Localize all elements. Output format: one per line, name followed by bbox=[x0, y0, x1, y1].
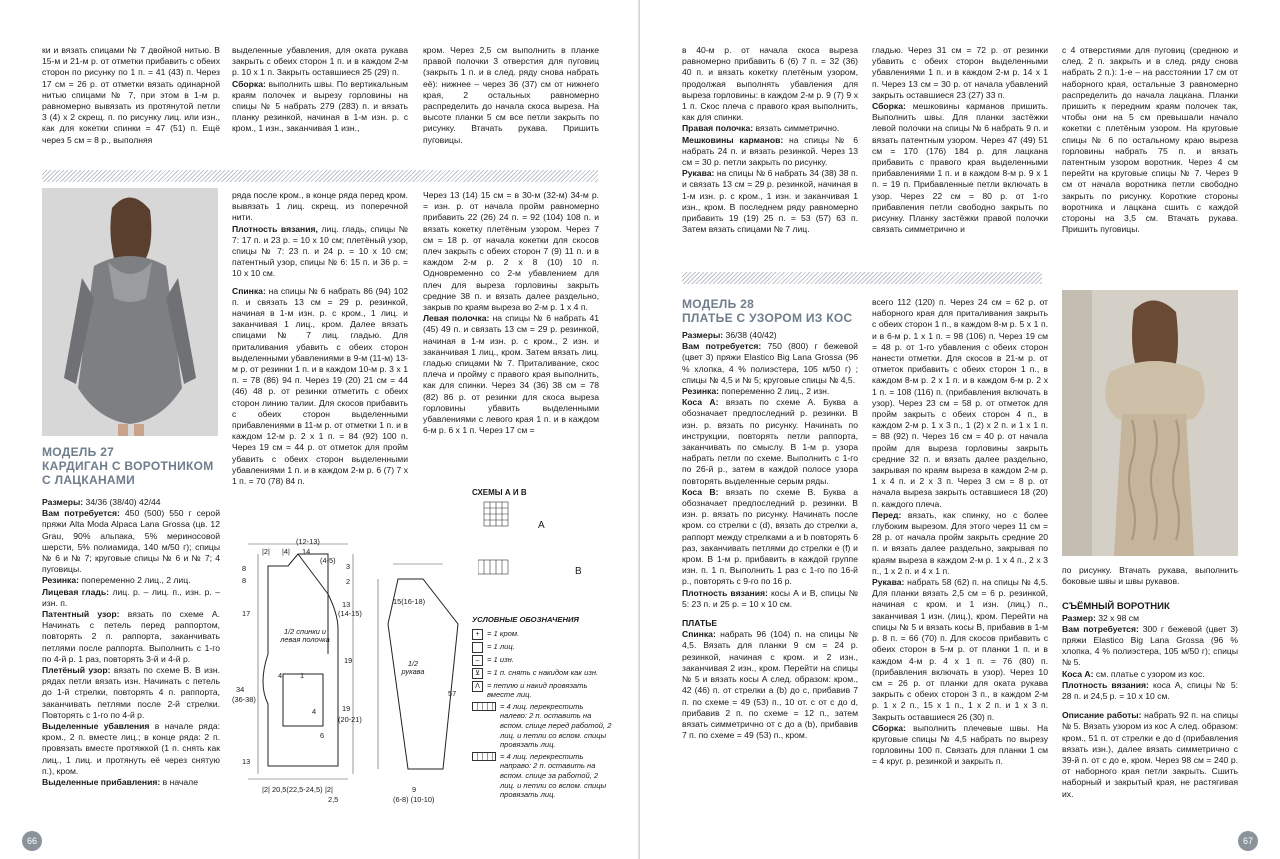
purl-symbol-icon: – bbox=[472, 655, 483, 666]
dim-label: 15(16-18) bbox=[393, 597, 426, 606]
left-top-col2: выделенные убавления, для оката рукава закрыть с обеих сторон 1 п. и в каждом 2-м р. 10 х 1 п. Закрыть оставшиеся 25 (29) п. Сборка: выполнить швы. По вертикальным краям полочек и вырезу горловины на спицы № 5 набрать 279 (283) п. и вязать планку резинкой, начиная в 1-м изн. р. с кром., 1 изн., заканчивая 1 изн., bbox=[232, 45, 409, 134]
scheme-a-label: А bbox=[538, 520, 545, 531]
knit-symbol-icon bbox=[472, 642, 483, 653]
model-27-specs: Размеры: 34/36 (38/40) 42/44 Вам потребуется: 450 (500) 550 г серой пряжи Alta Moda Alpaca Lana Grossa (цв. 12 Grau, 90% альпака, 5% мериносовой шерсти, 5% полиамида, 140 м/50 г); спицы № 6 и № 7; круговые спицы № 6 и № 7; 4 пуговицы. Резинка: попеременно 2 лиц., 2 лиц. Лицевая гладь: лиц. р. – лиц. п., изн. р. – изн. п. Патентный узор: вязать по схеме А. Начинать с петель перед раппортом, повторять 2 п. раппорта, заканчивать петлями после раппорта. Выполнить с 1-го по 4-й р. 1 раз, повторять 3-й и 4-й р. Плетёный узор: вязать по схеме В. В изн. рядах петли вязать изн. Начинать с петель до 1-й стрелки, повторять 4 п. раппорта, заканчивать петлями после 2-й стрелки. Повторять с 1-го по 4-й р. Выделенные убавления в начале ряда: кром., 2 п. вместе лиц.; в конце ряда: 2 п. провязать вместе протяжкой (1 п. снять как лиц., 1 лиц. и протянуть её через снятую п.), кром. Выделенные прибавления: в начале bbox=[42, 497, 221, 788]
back-front-label: 1/2 спинки и левая полочка bbox=[280, 627, 330, 644]
dim-label: (20-21) bbox=[338, 715, 362, 724]
dim-label: 13 bbox=[342, 600, 351, 609]
section-divider bbox=[42, 170, 598, 182]
dim-label: 2,5 bbox=[328, 795, 339, 804]
slip-yo-symbol-icon: ⊻ bbox=[472, 668, 483, 679]
model-28-col3: по рисунку. Втачать рукава, выполнить боковые швы и швы рукавов. СЪЁМНЫЙ ВОРОТНИК Размер: 32 x 98 см Вам потребуется: 300 г бежевой (цвет 3) пряжи Elastico Big Lana Grossa (96 % хлопка, 4 % полиэстера, 105 м/50 г); спицы № 5. Коса А: см. платье с узором из кос. Плотность вязания: коса А, спицы № 5: 28 п. и 24,5 р. = 10 х 10 см. Описание работы: набрать 92 п. на спицы № 5. Вязать узором из кос А след. образом: кром., 51 п. от стрелки е до d (прибавления вязать изн.), далее вязать симметрично с 39-й п. от с до е, кром. Через 98 см = 240 р. от наборного края петли закрыть. Сшить наборный и закрытый края, не растягивая их. bbox=[1062, 565, 1238, 799]
dim-label: 4 bbox=[278, 671, 283, 680]
model-27-col2: ряда после кром., в конце ряда перед кром. вывязать 1 лиц. скрещ. из поперечной нити. Плотность вязания, лиц. гладь, спицы № 7: 17 п. и 23 р. = 10 х 10 см; плетёный узор, спицы № 7: 23 п. и 24 р. = 10 х 10 см; патентный узор, спицы № 6: 15 п. и 36 р. = 10 х 10 см. Спинка: на спицы № 6 набрать 86 (94) 102 п. и связать 13 см = 29 р. резинкой, начиная в 1-м изн. р. с кром., 1 лиц. и заканчивая 1 лиц., кром. Далее вязать спицами № 7 лиц. гладью. Для приталивания убавить с обеих сторон выделенными убавлениями в 9-м (11-м) 13-м р. от резинки 1 п. и в каждом 10-м р. 3 х 1 п. = 78 (86) 94 п. Через 19 (20) 21 см = 44 (46) 48 р. от резинки отметить с обеих сторон линию талии. Для скосов прибавить с обеих сторон выделенными прибавлениями в 11-м р. от отметки 1 п. и в каждом 12-м р. 2 х 1 п. = 84 (92) 100 п. Через 19 см = 44 р. от отметок для пройм убавить с обеих сторон выделенными убавлениями 1 п. и в каждом 2-м р. 6 (7) 7 х 1 п. = 70 (78) 84 п. bbox=[232, 190, 409, 487]
dim-label: (14-15) bbox=[338, 609, 362, 618]
legend bbox=[472, 615, 612, 802]
dim-label: 9 bbox=[412, 785, 417, 794]
dim-label: (4-5) bbox=[320, 556, 336, 565]
dim-label: 19 bbox=[344, 656, 353, 665]
sleeve-label: 1/2 рукава bbox=[401, 659, 425, 676]
right-page bbox=[640, 0, 1280, 859]
legend-item: + = 1 кром. bbox=[472, 629, 612, 640]
right-top-col3: с 4 отверстиями для пуговиц (среднюю и след. 2 п. закрыть и в след. ряду снова набрать 2 п.): 1-е – на расстоянии 17 см от наборного края, остальные 3 равномерно распределить до начала лацкана. Планки пришить к передним краям полочек так, чтобы они на 5 см превышали начало кокетки с плетёным узором. На круговые спицы № 6 по остальному краю выреза горловины набрать 75 п. и вязать патентным узором воротник. Через 4 см перейти на круговые спицы № 7. Через 9 см от начала воротника петли свободно закрыть по рисунку. Короткие стороны воротника и лацкана сшить с каждой стороны на 3,5 см. Втачать рукава. Пришить пуговицы. bbox=[1062, 45, 1238, 235]
dim-label: 14 bbox=[302, 547, 311, 556]
dim-label: |4| bbox=[282, 547, 290, 556]
dim-label: (12-13) bbox=[296, 537, 320, 546]
page-number: 66 bbox=[22, 831, 42, 851]
scheme-a-grid bbox=[478, 500, 538, 580]
legend-item: ⊻ = 1 п. снять с накидом как изн. bbox=[472, 668, 612, 679]
pattern-schematic bbox=[228, 534, 468, 814]
dim-label: 1 bbox=[300, 671, 305, 680]
model-27-title: МОДЕЛЬ 27 КАРДИГАН С ВОРОТНИКОМ С ЛАЦКАНАМИ bbox=[42, 445, 214, 487]
cable-left-symbol-icon bbox=[472, 702, 496, 711]
scheme-b-label: В bbox=[575, 566, 582, 577]
page-number: 67 bbox=[1238, 831, 1258, 851]
selvedge-symbol-icon: + bbox=[472, 629, 483, 640]
dim-label: 4 bbox=[312, 707, 317, 716]
cable-right-symbol-icon bbox=[472, 752, 496, 761]
dim-label: (36-38) bbox=[232, 695, 256, 704]
dim-label: 8 bbox=[242, 576, 247, 585]
dim-label: |2| bbox=[262, 547, 270, 556]
right-top-col1: в 40-м р. от начала скоса выреза равномерно прибавить 6 (6) 7 п. = 32 (36) 40 п. и вязать кокетку плетёным узором, продолжая выполнять убавления для выреза горловины: в каждом 2-м р. 9 (7) 9 х 1 п. Скос плеча с правого края выполнить, как для спинки. Правая полочка: вязать симметрично. Мешковины карманов: на спицы № 6 набрать 24 п. и вязать резинкой. Через 13 см = 30 р. петли закрыть по рисунку. Рукава: на спицы № 6 набрать 34 (38) 38 п. и связать 13 см = 29 р. резинкой, начиная в 1-м изн. р. с кром., 1 изн. и заканчивая 1 изн., кром. В последнем ряду равномерно прибавить 19 (19) 25 п. = 53 (57) 63 п. Затем вязать спицами № 7 лиц. bbox=[682, 45, 859, 235]
knit-together-symbol-icon: ᐱ bbox=[472, 681, 483, 692]
dim-label: 13 bbox=[242, 757, 251, 766]
dim-label: 34 bbox=[236, 685, 245, 694]
model-28-col1: Размеры: 36/38 (40/42) Вам потребуется: 750 (800) г бежевой (цвет 3) пряжи Elastico Big Lana Grossa (96 % хлопка, 4 % полиэстера, 105 м/50 г) ; спицы № 4,5 и № 5; круговые спицы № 4,5. Резинка: попеременно 2 лиц., 2 изн. Коса А: вязать по схеме А. Буква а обозначает предпоследний р. резинки. В изн. р. вязать по рисунку. Начинать по инструкции, повторять петли раппорта, заканчивать по смыслу. В 1-м р. узора набрать петли по схеме. Выполнить с 1-го по 26-й р., затем в каждой полосе узора повторять выделенные серым ряды. Коса В: вязать по схеме В. Буква а обозначает предпоследний р. резинки. В изн. р. вязать по рисунку. Начинать после кром. со стрелки с (d), вязать до стрелки а, раппорт между стрелками а и b повторять 6 раз, заканчивать петлями до стрелки е (f) и кром. В 1-м р. прибавить в каждой группе изн. п. 1 п. Выполнить 1 раз с 1-го по 16-й р., повторять с 9-го по 16 р. Плотность вязания: косы А и В, спицы № 5: 23 п. и 25 р. = 10 х 10 см. ПЛАТЬЕ Спинка: набрать 96 (104) п. на спицы № 4,5. Вязать для планки 9 см = 24 р. резинкой, начиная с кром. и 2 изн., заканчивая 2 изн., кром. Перейти на спицы № 5 и вязать косы А след. образом: кром., 42 (46) п. от стрелки а (b) до с, прибавив 7 п. по схеме = 49 (53) п., 10 от. с от с до d, прибавив 2 п. по схеме = 12 п., затем вязать симметрично от с до а (b), прибавив 7 п. по схеме = 49 (53) п., кром. bbox=[682, 330, 859, 741]
dim-label: 17 bbox=[242, 609, 251, 618]
legend-item: = 1 лиц. bbox=[472, 642, 612, 653]
dim-label: 3 bbox=[346, 562, 351, 571]
dim-label: |2| bbox=[325, 785, 333, 794]
legend-item: = 4 лиц. перекрестить направо: 2 п. оставить на вспом. спице за работой, 2 лиц. и петли со вспом. спицы провязать лиц. bbox=[472, 752, 612, 800]
dim-label: 2 bbox=[346, 577, 351, 586]
dim-label: |2| 20,5(22,5-24,5) bbox=[262, 785, 323, 794]
legend-title: УСЛОВНЫЕ ОБОЗНАЧЕНИЯ bbox=[472, 615, 579, 624]
model-28-photo bbox=[1062, 290, 1238, 556]
legend-item: ᐱ = петлю и накид провязать вместе лиц. bbox=[472, 681, 612, 700]
legend-item: = 4 лиц. перекрестить налево: 2 п. оставить на вспом. спице перед работой, 2 лиц. и петли со вспом. спицы провязать лиц. bbox=[472, 702, 612, 750]
dim-label: (6-8) (10-10) bbox=[393, 795, 435, 804]
legend-item: – = 1 изн. bbox=[472, 655, 612, 666]
left-top-col3: кром. Через 2,5 см выполнить в планке правой полочки 3 отверстия для пуговиц (закрыть 1 п. и в след. ряду снова набрать её): нижнее – через 36 (37) см от нижнего края, 2 остальных равномерно распределить до начала скоса выреза. На высоте планки 5 см все петли закрыть по рисунку. Втачать рукава. Пришить пуговицы. bbox=[423, 45, 599, 145]
model-28-title: МОДЕЛЬ 28 ПЛАТЬЕ С УЗОРОМ ИЗ КОС bbox=[682, 297, 853, 325]
model-27-col3: Через 13 (14) 15 см = в 30-м (32-м) 34-м р. = изн. р. от начала пройм равномерно прибавить 22 (26) 24 п. = 92 (104) 108 п. и вязать кокетку плетёным узором. Через 7 см = 18 р. от начала кокетки для скосов плеч закрыть с обеих сторон 7 (9) 11 п. и в каждом 2-м р. 2 х 8 (10) 10 п. Одновременно со 2-м убавлением для плеч для выреза горловины закрыть средние 38 п. и вязать далее раздельно, закрыв по краям выреза во 2-м р. 1 х 4 п. Левая полочка: на спицы № 6 набрать 41 (45) 49 п. и связать 13 см = 29 р. резинкой, начиная в 1-м изн. р. с кром., 2 изн. и заканчивая 1 лиц., кром. Затем вязать лиц. гладью спицами № 7. Приталивание, скос плеча и пройму с правого края выполнить, как для спинки. Через 34 (36) 38 см = 78 (82) 86 р. от резинки для скоса выреза горловины убавить выделенными убавлениями с левого края 1 п. и в каждом 6-м р. 6 х 1 п. Через 17 см = bbox=[423, 190, 600, 436]
dim-label: 57 bbox=[448, 689, 457, 698]
dim-label: 6 bbox=[320, 731, 325, 740]
left-top-col1: ки и вязать спицами № 7 двойной нитью. В 15-м и 21-м р. от отметки прибавить с обеих сторон по рисунку по 1 п. = 41 (43) п. Через 17 см = 26 р. от отметки вязать одинарной нитью спицами № 7, при этом в 1-м р. равномерно вывязать из протянутой петли 3 (4) х 2 скрещ. п. по рисунку лиц. или изн., как для кокетки спинки = 47 (51) п. Ещё через 5 см = 8 р., выполняя bbox=[42, 45, 220, 145]
dim-label: 19 bbox=[342, 704, 351, 713]
right-top-col2: гладью. Через 31 см = 72 р. от резинки убавить с обеих сторон выделенными убавлениями 1 п. и в каждом 2-м р. 14 х 1 п. Через 13 см = 30 р. от начала убавлений закрыть оставшиеся 23 (27) 33 п. Сборка: мешковины карманов пришить. Выполнить швы. Для планки застёжки левой полочки на спицы № 6 набрать 9 п. и вязать патентным узором. Через 47 (49) 51 см = 170 (176) 184 р. для лацкана прибавить с правого края выделенными прибавлениями 1 п. и в каждом 8-м р. 9 х 1 п. = 19 п. Прибавленные петли включать в узор. Через 22 см = 80 р. от 1-го прибавления петли свободно закрыть по рисунку. Планку застёжки правой полочки связать симметрично и bbox=[872, 45, 1049, 235]
section-divider bbox=[682, 272, 1042, 284]
dim-label: 8 bbox=[242, 564, 247, 573]
model-27-photo bbox=[42, 188, 218, 436]
schemes-title: СХЕМЫ А И В bbox=[472, 488, 527, 497]
collar-title: СЪЁМНЫЙ ВОРОТНИК bbox=[1062, 601, 1170, 613]
model-28-col2: всего 112 (120) п. Через 24 см = 62 р. от наборного края для приталивания закрыть с обеих сторон 1 п., в каждом 8-м р. 5 х 1 п. и в 6-м р. 1 х 1 п. = 98 (106) п. Через 19 см = 48 р. от 1-го убавления с обеих сторон нанести отметки. Для скосов в 21-м р. от отметок прибавить с обеих сторон 1 п., в каждом 8-м р. 2 х 1 п. и в каждом 6-м р. 2 х 1 п. = 108 (116) п. (прибавления включать в узор). Через 23 см = 58 р. от отметок для пройм закрыть с обеих сторон 4 п., в каждом 2-м р. 1 х 3 п., 1 (2) х 2 п. и 1 х 1 п. = 88 (92) п. Через 16 см = 40 р. от начала пройм для выреза горловины закрыть средние 32 п. и вязать далее раздельно, закрывая по краям выреза в каждом 2-м р. 1 х 4 п. и 2 х 3 п. Через 3 см = 8 р. от начала выреза закрыть оставшиеся 18 (20) п. каждого плеча. Перед: вязать, как спинку, но с более глубоким вырезом. Для этого через 11 см = 28 р. от начала пройм закрыть средние 20 п. и вязать далее раздельно, закрывая по краям выреза в каждом 2-м р. 1 х 4 п., 2 х 3 п., 1 х 2 п. и 4 х 1 п. Рукава: набрать 58 (62) п. на спицы № 4,5. Для планки вязать 2,5 см = 6 р. резинкой, начиная с кром. и 1 изн. (лиц.) п., заканчивая 1 изн. (лиц.), кром. Перейти на спицы № 5 и вязать косы В, прибавив в 1-м р. 8 п. = 66 (70) п. Для скосов прибавить с обеих сторон в 5-м р. от планки 1 п. и в каждом 4-м р. 4 х 1 п. = 76 (80) п. (прибавления включать в узор). Через 10 см = 26 р. от планки для оката рукава закрыть с обеих сторон 3 п., в каждом 2-м р. 1 х 2 п., 15 х 1 п., 1 х 2 п. и 1 х 3 п. Закрыть оставшиеся 26 (30) п. Сборка: выполнить плечевые швы. На круговые спицы № 4,5 набрать по вырезу горловины 100 п. Связать для планки 1 см = 4 круг. р. резинкой и закрыть п. bbox=[872, 297, 1048, 767]
